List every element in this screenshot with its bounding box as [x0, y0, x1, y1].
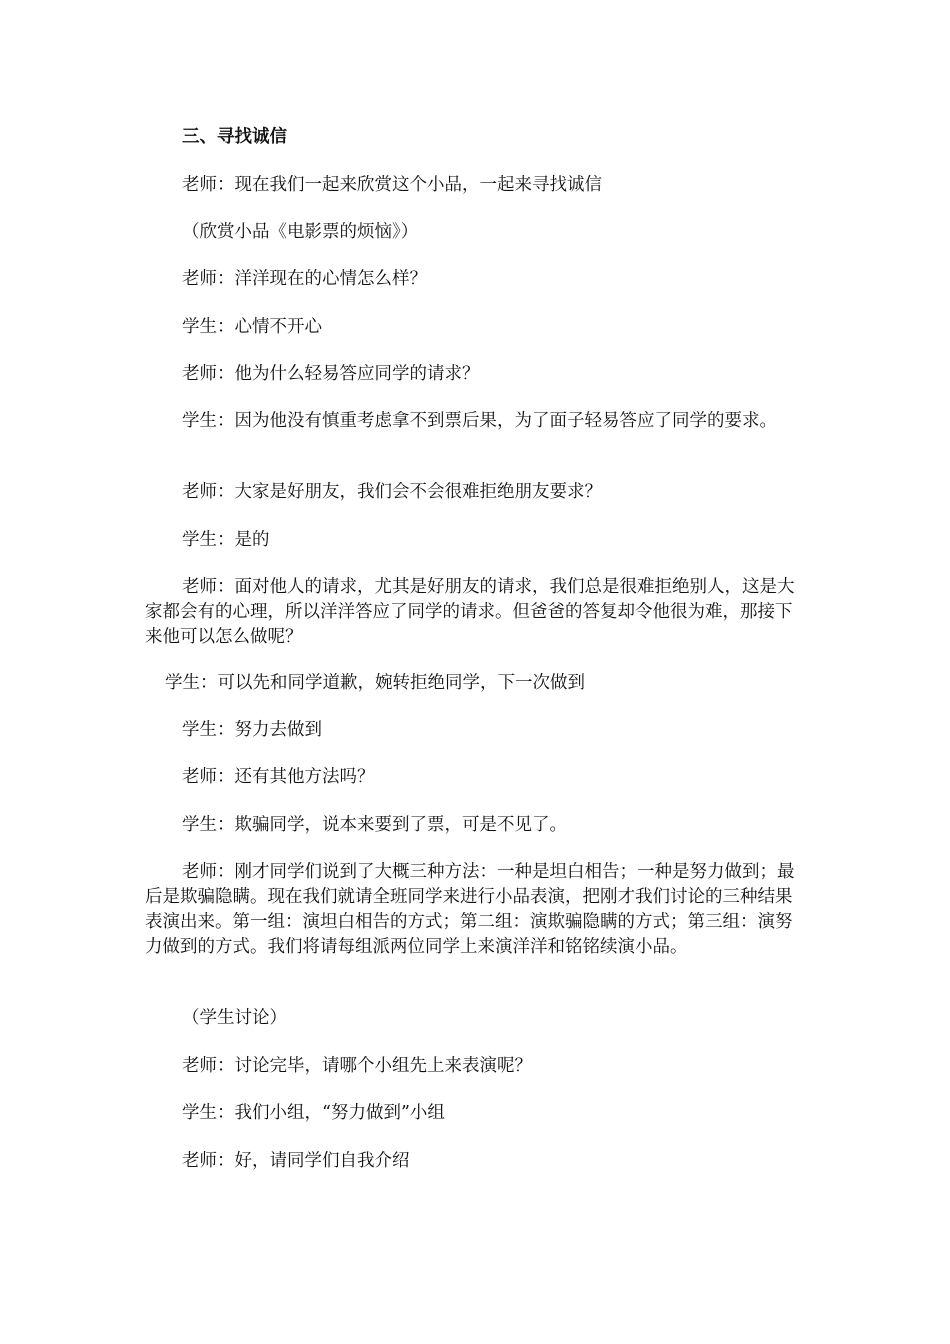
paragraph: 学生：努力去做到 [182, 720, 322, 740]
paragraph: 老师：刚才同学们说到了大概三种方法：一种是坦白相告；一种是努力做到；最后是欺骗隐瞒。现在我们就请全班同学来进行小品表演，把刚才我们讨论的三种结果表演出来。第一组：演坦白相告的方式；第二组：演欺骗隐瞒的方式；第三组：演努力做到的方式。我们将请每组派两位同学上来演洋洋和铭铭续演小品。 [145, 862, 795, 957]
paragraph: 老师：洋洋现在的心情怎么样？ [182, 269, 427, 289]
paragraph: 学生：我们小组，“努力做到”小组 [182, 1103, 445, 1123]
paragraph: 老师：还有其他方法吗？ [182, 767, 375, 787]
paragraph: 老师：大家是好朋友，我们会不会很难拒绝朋友要求？ [182, 482, 602, 502]
paragraph: 学生：因为他没有慎重考虑拿不到票后果，为了面子轻易答应了同学的要求。 [182, 411, 777, 431]
paragraph: （欣赏小品《电影票的烦恼》） [182, 222, 419, 242]
paragraph: 学生：是的 [182, 530, 270, 550]
paragraph: 学生：可以先和同学道歉，婉转拒绝同学，下一次做到 [165, 673, 585, 693]
paragraph: 老师：好，请同学们自我介绍 [182, 1151, 410, 1171]
paragraph: 老师：他为什么轻易答应同学的请求？ [182, 364, 480, 384]
paragraph: 老师：现在我们一起来欣赏这个小品，一起来寻找诚信 [182, 175, 602, 195]
paragraph: 学生：心情不开心 [182, 317, 322, 337]
paragraph: 老师：讨论完毕，请哪个小组先上来表演呢？ [182, 1056, 532, 1076]
section-heading: 三、寻找诚信 [182, 127, 287, 147]
paragraph: （学生讨论） [182, 1008, 287, 1028]
paragraph: 学生：欺骗同学，说本来要到了票，可是不见了。 [182, 815, 567, 835]
paragraph: 老师：面对他人的请求，尤其是好朋友的请求，我们总是很难拒绝别人，这是大家都会有的心理，所以洋洋答应了同学的请求。但爸爸的答复却令他很为难，那接下来他可以怎么做呢？ [145, 577, 795, 647]
